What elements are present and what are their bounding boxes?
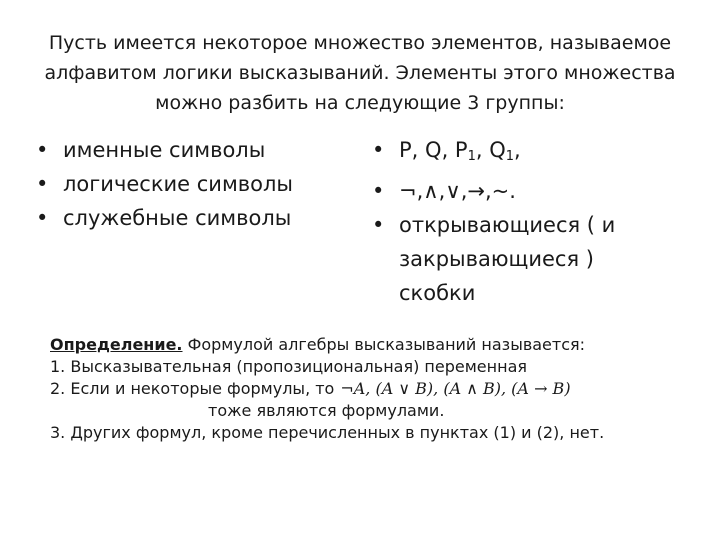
formula-image: ¬A, (A ∨ B), (A ∧ B), (A → B) — [340, 379, 571, 398]
intro-line: Пусть имеется некоторое множество элементов, называемое — [48, 32, 672, 54]
bullet: • — [372, 213, 385, 237]
list-item — [36, 133, 293, 167]
definition-item — [50, 378, 690, 400]
list-item-text: скобки — [399, 281, 476, 305]
list-item-text: служебные символы — [63, 206, 292, 230]
bullet: • — [36, 206, 49, 230]
list-item — [372, 133, 615, 174]
definition-item: 3. Других формул, кроме перечисленных в пунктах (1) и (2), нет. — [50, 423, 605, 442]
subscript: 1 — [505, 149, 515, 164]
definition-lead: Формулой алгебры высказываний называется: — [182, 335, 586, 354]
separator: , — [475, 138, 490, 162]
name-symbol: P — [454, 138, 468, 162]
definition-term: Определение. — [50, 335, 183, 354]
symbol-groups-list — [36, 133, 293, 235]
name-symbol: Q — [425, 138, 442, 162]
definition-item: 1. Высказывательная (пропозициональная) переменная — [50, 357, 527, 376]
list-item-text: закрывающиеся ) — [399, 247, 594, 271]
bullet: • — [372, 138, 385, 162]
definition-heading — [50, 334, 690, 356]
name-symbol: P — [399, 138, 412, 162]
list-item — [36, 201, 293, 235]
subscript: 1 — [467, 149, 476, 164]
list-item-text: именные символы — [63, 138, 266, 162]
definition-item-continuation: тоже являются формулами. — [208, 401, 445, 420]
symbol-examples-list — [372, 133, 615, 310]
definition-item-text: 2. Если и некоторые формулы, то — [50, 379, 335, 398]
separator: , — [441, 138, 455, 162]
list-item — [372, 174, 615, 208]
intro-paragraph — [30, 28, 690, 118]
definition-block — [50, 334, 690, 444]
list-item-continuation — [372, 276, 615, 310]
separator: , — [411, 138, 426, 162]
separator: , — [514, 138, 521, 162]
list-item-continuation — [372, 242, 615, 276]
intro-line: можно разбить на следующие 3 группы: — [155, 92, 565, 114]
list-item — [372, 208, 615, 242]
list-item — [36, 167, 293, 201]
logic-symbols: ¬,∧,∨,→,~. — [399, 179, 516, 203]
intro-line: алфавитом логики высказываний. Элементы этого множества — [44, 62, 676, 84]
bullet: • — [36, 172, 49, 196]
name-symbol: Q — [489, 138, 506, 162]
bullet: • — [372, 179, 385, 203]
list-item-text: открывающиеся ( и — [399, 213, 616, 237]
list-item-text: логические символы — [63, 172, 294, 196]
bullet: • — [36, 138, 49, 162]
